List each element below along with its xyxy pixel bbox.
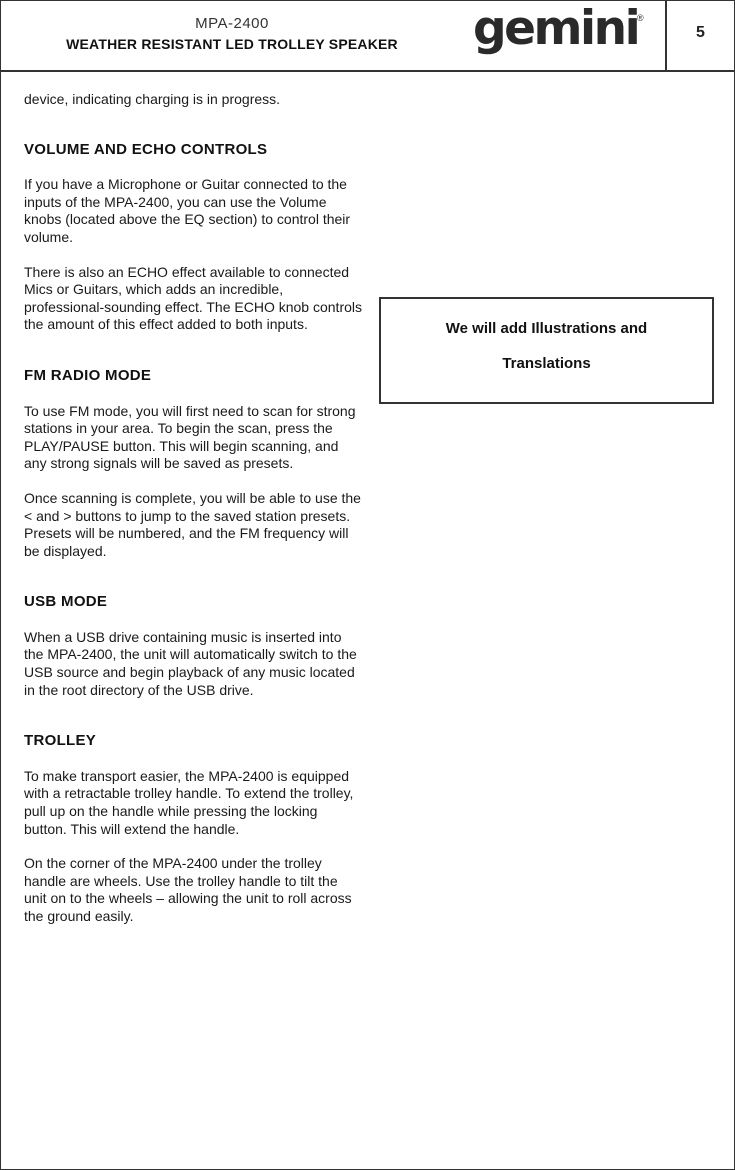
- section-heading-fm-radio: FM RADIO MODE: [24, 366, 152, 384]
- registered-mark: ®: [637, 13, 644, 23]
- paragraph: To make transport easier, the MPA-2400 is equipped with a retractable trolley handle. To extend the trolley, pull up on the handle while pressing the locking button. This will extend the handle.: [24, 767, 354, 837]
- product-subtitle: WEATHER RESISTANT LED TROLLEY SPEAKER: [66, 36, 398, 52]
- section-heading-usb-mode: USB MODE: [24, 593, 108, 611]
- page-number: 5: [696, 24, 705, 41]
- paragraph: If you have a Microphone or Guitar connected to the inputs of the MPA-2400, you can use the Volume knobs (located above the EQ section) to control their volume.: [24, 176, 351, 245]
- paragraph: There is also an ECHO effect available to connected Mics or Guitars, which adds an incredible, professional-sounding effect. The ECHO knob controls the amount of this effect added to both inputs.: [24, 263, 363, 333]
- paragraph: When a USB drive containing music is inserted into the MPA-2400, the unit will automatically switch to the USB source and begin playback of any music located in the root directory of the USB drive.: [24, 628, 357, 698]
- gemini-logo: [473, 1, 645, 63]
- logo-wordmark: gemini: [473, 1, 639, 56]
- paragraph: On the corner of the MPA-2400 under the trolley handle are wheels. Use the trolley handle to tilt the unit on to the wheels – allowing the unit to roll across the ground easily.: [24, 855, 352, 924]
- note-line-2: Translations: [502, 355, 591, 372]
- section-heading-trolley: TROLLEY: [24, 732, 97, 750]
- paragraph: To use FM mode, you will first need to scan for strong stations in your area. To begin the scan, press the PLAY/PAUSE button. This will begin scanning, and any strong signals will be saved as presets.: [24, 402, 356, 472]
- placeholder-note-box: [379, 297, 714, 404]
- section-heading-volume-echo: VOLUME AND ECHO CONTROLS: [24, 140, 268, 158]
- page-header: [1, 1, 734, 72]
- note-line-1: We will add Illustrations and: [445, 320, 648, 337]
- text-column: [24, 91, 364, 943]
- model-name: MPA-2400: [195, 15, 269, 32]
- paragraph: Once scanning is complete, you will be able to use the < and > buttons to jump to the saved station presets. Presets will be numbered, and the FM frequency will be displayed.: [24, 489, 361, 559]
- intro-text: device, indicating charging is in progress.: [24, 91, 281, 107]
